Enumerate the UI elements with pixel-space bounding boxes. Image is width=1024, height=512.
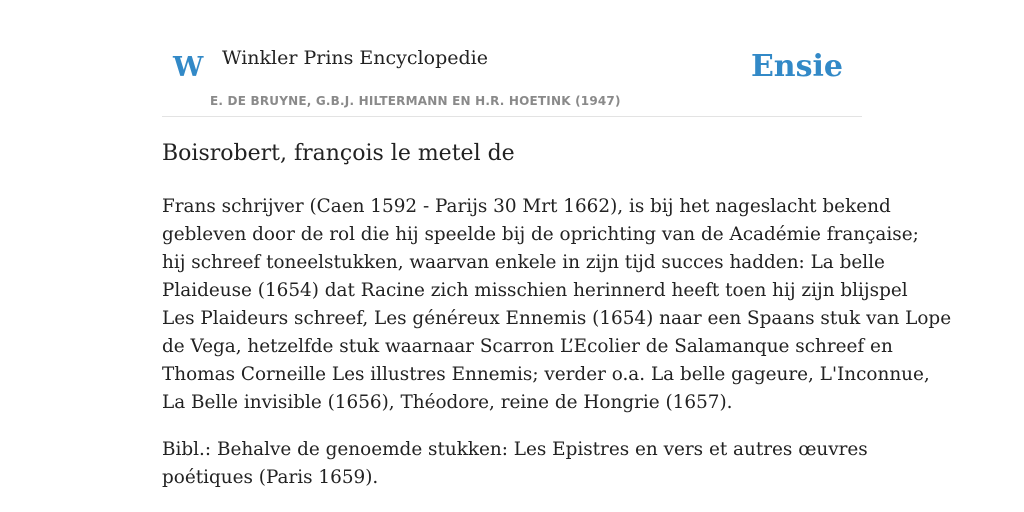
- site-header: [162, 40, 862, 117]
- brand-logo[interactable]: Ensie: [750, 49, 843, 84]
- text-line: gebleven door de rol die hij speelde bij de oprichting van de Académie française;: [162, 224, 919, 245]
- text-line: de Vega, hetzelfde stuk waarnaar Scarron L’Ecolier de Salamanque schreef en: [162, 336, 893, 357]
- text-line: Les Plaideurs schreef, Les généreux Ennemis (1654) naar een Spaans stuk van Lope: [162, 308, 952, 329]
- text-line: Thomas Corneille Les illustres Ennemis; verder o.a. La belle gageure, L'Inconnue,: [162, 364, 930, 385]
- text-line: Frans schrijver (Caen 1592 - Parijs 30 Mrt 1662), is bij het nageslacht bekend: [162, 196, 891, 217]
- text-line: Plaideuse (1654) dat Racine zich misschien herinnerd heeft toen hij zijn blijspel: [162, 280, 908, 301]
- text-line: La Belle invisible (1656), Théodore, reine de Hongrie (1657).: [162, 392, 733, 413]
- article-paragraph-2: [162, 436, 868, 492]
- article-title: Boisrobert, françois le metel de: [162, 141, 515, 166]
- logo-w-icon[interactable]: W: [173, 52, 204, 83]
- paragraph-spacer: [162, 417, 862, 436]
- text-line: hij schreef toneelstukken, waarvan enkele in zijn tijd succes hadden: La belle: [162, 252, 885, 273]
- site-title[interactable]: Winkler Prins Encyclopedie: [222, 47, 488, 69]
- text-line: poétiques (Paris 1659).: [162, 467, 379, 488]
- text-line: Bibl.: Behalve de genoemde stukken: Les Epistres en vers et autres œuvres: [162, 439, 868, 460]
- article-paragraph-1: [162, 193, 952, 417]
- article-body: [162, 193, 952, 492]
- authors-byline: E. DE BRUYNE, G.B.J. HILTERMANN EN H.R. HOETINK (1947): [210, 94, 621, 108]
